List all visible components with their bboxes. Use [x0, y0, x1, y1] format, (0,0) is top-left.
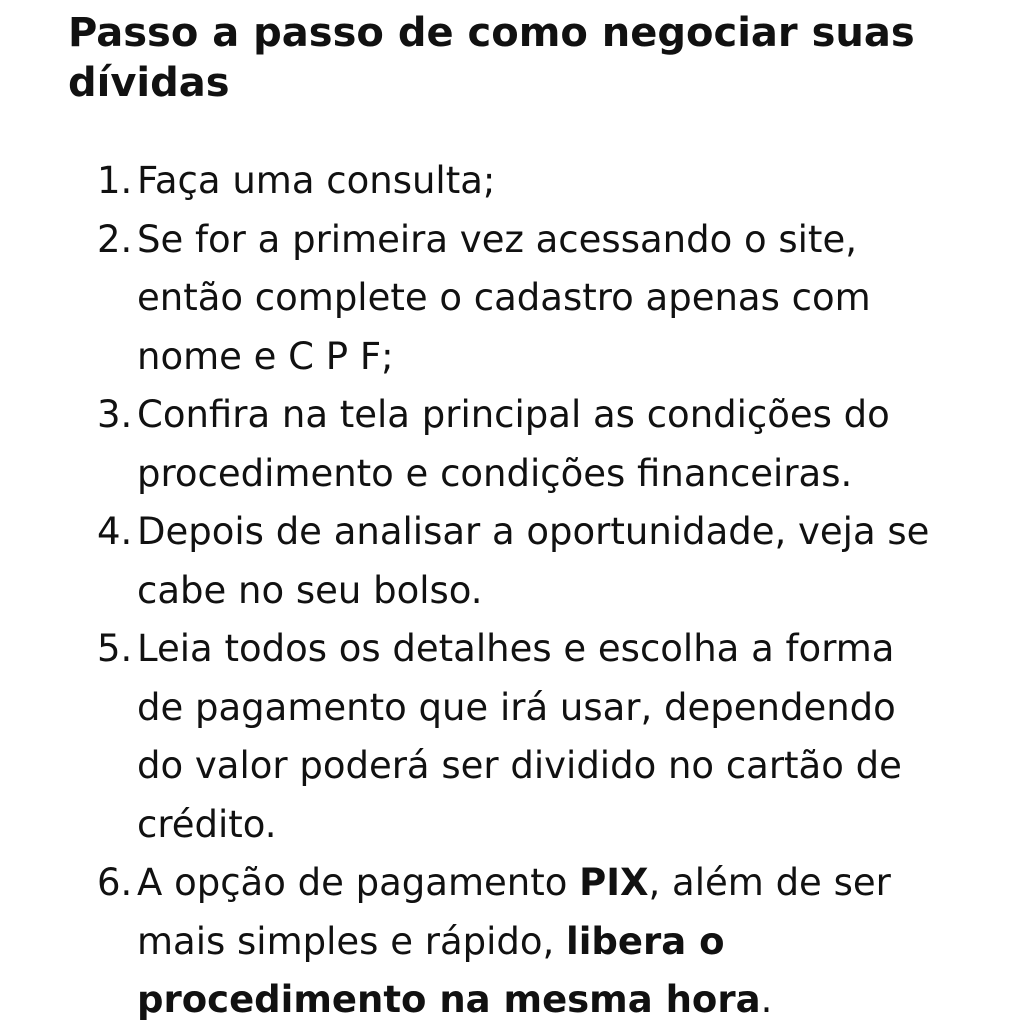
step-text: Se for a primeira vez acessando o site, então complete o cadastro apenas com nome e C P F; — [137, 217, 871, 378]
step-text: , além de ser mais simples e rápido, — [137, 861, 891, 963]
step-number: 2. — [97, 217, 133, 261]
page-title: Passo a passo de como negociar suas dívidas — [68, 10, 915, 106]
step-text: Faça uma consulta; — [137, 159, 496, 202]
step-text: Leia todos os detalhes e escolha a forma de pagamento que irá usar, dependendo do valor poderá ser dividido no cartão de crédito. — [137, 627, 902, 846]
list-item — [0, 386, 937, 503]
step-text: Confira na tela principal as condições do procedimento e condições financeiras. — [137, 393, 890, 495]
step-number: 5. — [97, 627, 133, 670]
step-text: A opção de pagamento — [137, 861, 580, 904]
step-number: 1. — [97, 159, 133, 202]
step-number: 4. — [97, 510, 133, 553]
steps-list — [0, 152, 937, 1024]
step-text: Depois de analisar a oportunidade, veja se cabe no seu bolso. — [137, 510, 930, 612]
step-number: 6. — [97, 861, 133, 904]
step-bold-pix: PIX — [579, 861, 649, 904]
list-item — [0, 152, 937, 211]
list-item — [0, 854, 937, 1024]
step-number: 3. — [97, 393, 133, 436]
step-text: . — [760, 978, 773, 1021]
list-item — [0, 503, 937, 620]
step-bold-highlight: libera o procedimento na mesma hora — [137, 919, 761, 1021]
list-item — [0, 620, 937, 854]
list-item — [0, 211, 937, 387]
